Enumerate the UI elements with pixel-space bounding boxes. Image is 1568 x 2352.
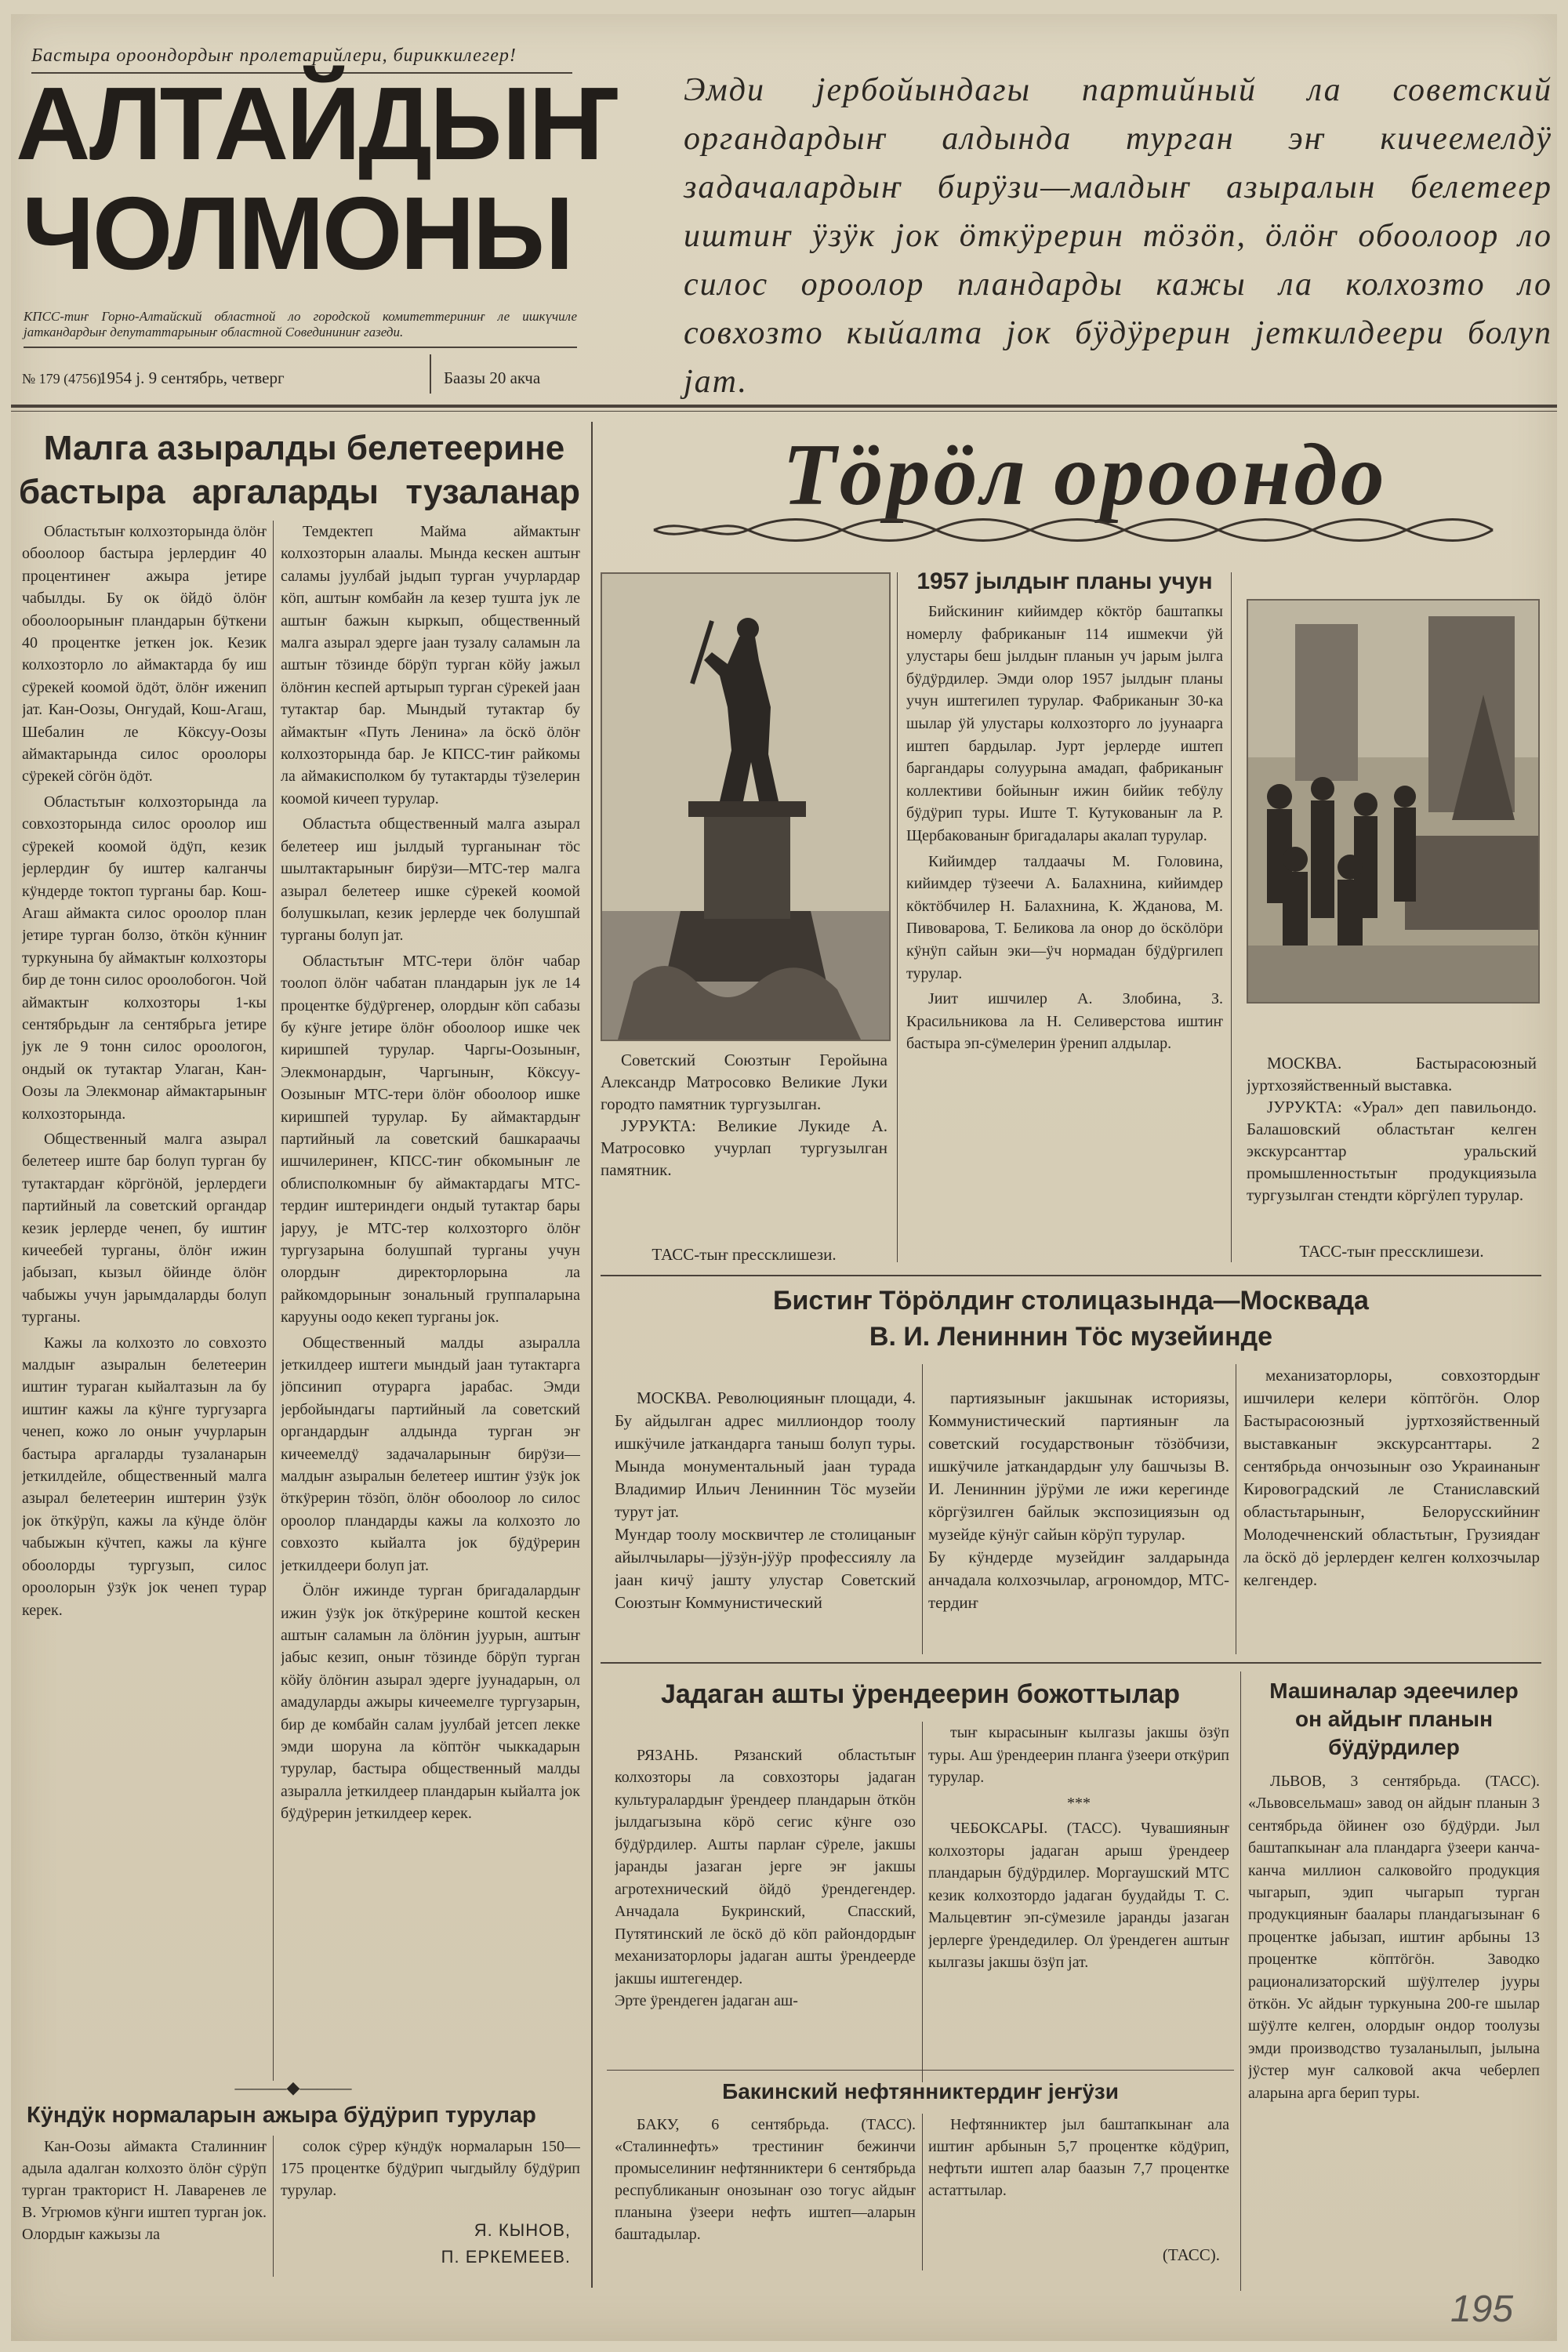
- newspaper-page: [11, 14, 1557, 2341]
- baku-col1-text: БАКУ, 6 сентябрьда. (ТАСС). «Сталиннефть» трестиниҥ бежинчи промыселиниҥ нефтянниктери 6 сентябрьда республиканыҥ онозынаҥ озо тогус айдыҥ планына ӱзеери нефть иштеп—аларын баштадылар.: [615, 2116, 916, 2243]
- baku-top-rule: [607, 2070, 1234, 2071]
- main-col1-p4: Кажы ла колхозто ло совхозто малдыҥ азыралын белетеерин иштиҥ тураган кыйалтазын ла бу иштиҥ кажы ла кӱнге тургузарга ченеп, кожо ло оныҥ учурларын бастыра аргаларды тузаланарын јеткилдейле, общественный малга азырал белетеерин иштерин ӱзӱк јок öткӱрӱп, кажы ла кӱнде öлöҥ чабыжын кӱчтеп, кажы ла кӱнге обоолорды тургузып, силос ороолорын ӱзӱк јок ченеп турар керек.: [22, 1334, 267, 1619]
- sheep-col2: [281, 2136, 580, 2214]
- lead-quote-text: Эмди јербойындагы партийный ла советский органдардыҥ алдында турган эҥ кичеемелдӱ задачалардыҥ бирӱзи—малдыҥ азыралын белетеер иштиҥ ӱзӱк јок öткӱрерин тöзöп, öлöҥ обоолоор ло силос ороолор пландарды кажы ла колхозто ло совхозто кыйалта јок бӱдӱрерин јеткилдеери болуп јат.: [684, 72, 1552, 400]
- monument-statue-icon: [602, 574, 889, 1040]
- exhibition-photo: [1247, 599, 1540, 1004]
- baku-col1: [615, 2114, 916, 2286]
- ryazan-col1-text: РЯЗАНЬ. Рязанский областьтыҥ колхозторы ла совхозторы јадаган культуралардыҥ ӱрендеер пландарын öткöн јылдагызына кöрö сегис кӱнге озо бӱдӱрдилер. Ашты парлаҥ сӱреле, јакшы јаранды јазаган јерге эҥ јакшы агротехнический öйдö ӱрендегендер. Анчадала Букринский, Спасский, Путятинский ле öскö дö кöп райондордыҥ механизаторлоры јадаган ашты ӱрендеерде јакшы иштегендер. Эрте ӱрендеген јадаган аш-: [615, 1746, 916, 2009]
- machines-headline-1: Машиналар эдеечилер: [1269, 1679, 1519, 1703]
- ryazan-div: [922, 1722, 923, 2082]
- masthead-bottom-rule-thin: [11, 411, 1557, 412]
- lenin-headline-2: В. И. Лениннин Тöс музейинде: [869, 1322, 1273, 1352]
- main-col1-p3: Общественный малга азырал белетеер иште бар болуп турган бу тутактардаҥ кöргöнöй, јерлердеги партийный ла советский органдар кезик јерлерде ченеп, бу иштиҥ кичеебей турганы, öлöҥ ижин јабызап, кызыл öйинде öлöҥ чабыжы учун јарымдаларды болуп турганы.: [22, 1130, 267, 1327]
- ryazan-col2: [928, 1722, 1229, 2082]
- machines-body: [1248, 1770, 1540, 2288]
- sheep-col1: [22, 2136, 267, 2285]
- main-divider-ornament: ———◆———: [234, 2078, 352, 2097]
- monument-photo: [601, 572, 891, 1041]
- sheep-col2-text: солок сӱрер кӱндӱк нормаларын 150—175 процентке бӱдӱрип чыгдыйлу бӱдӱрип турулар.: [281, 2138, 580, 2199]
- exhibition-credit: ТАСС-тыҥ прессклишези.: [1299, 1242, 1484, 1261]
- main-headline-2: бастыра аргаларды тузаланар: [19, 473, 580, 511]
- plan1957-headline: 1957 јылдыҥ планы учун: [916, 568, 1213, 594]
- main-col2-p3: Областьтыҥ МТС-тери öлöҥ чабар тоолоп öлöҥ чабатан пландарын јук ле 14 процентке бӱдӱргенер, олордыҥ кöп сабазы бу кӱнге јетире öлöҥ обоолоор ишке чек киришпей турулар. Чаргы-Оозыныҥ, Элекмонардыҥ, Чаргыныҥ, Кöксуу-Оозыныҥ МТС-тери öлöҥ обоолоор ишке киришпей турулар. Бу аймактардыҥ партийный ла советский башкараачы ишчилеринеҥ, КПСС-тиҥ обкомыныҥ ле облисполкомныҥ бу аймактардагы МТС-тердиҥ иштериндеги ондый тутактар бары јаруу, је МТС-тер колхозторго öлöҥ тургузарына болушпай турганы учун олордыҥ директорлорына ла райкомдорыныҥ зональный группаларына карууны оодо кекеп турганы јок.: [281, 952, 580, 1327]
- baku-headline: Бакинский нефтянниктердиҥ јеҥӱзи: [722, 2079, 1119, 2103]
- baku-col2: [928, 2114, 1229, 2223]
- lenin-col3-text: механизаторлоры, совхозтордыҥ ишчилери келери кöптöгöн. Олор Бастырасоюзный јуртхозяйственный выставканыҥ экскурсанттары. 2 сентябрьда ончозыныҥ озо Украинаныҥ Кировоградский ле Станиславский областьтарыныҥ, Белорусскийниҥ Молодечненский областьтыҥ, Грузиядаҥ ла öскö дö јерлердеҥ келген колхозчылар келгендер.: [1243, 1366, 1540, 1589]
- main-article-col2: [281, 521, 580, 2081]
- main-col-divider: [273, 521, 274, 2081]
- ryazan-stars: ***: [1067, 1794, 1091, 1812]
- exhibition-visitors-icon: [1248, 601, 1538, 1002]
- monument-caption-1: Советский Союзтыҥ Геройына Александр Матросовко Великие Луки городто памятник тургузылган.: [601, 1051, 887, 1113]
- lenin-headline-1: Бистиҥ Тöрöлдиҥ столицазында—Москвада: [773, 1286, 1369, 1316]
- masthead-bottom-rule: [11, 405, 1557, 408]
- main-col2-p5: Öлöҥ ижинде турган бригадалардыҥ ижин ӱзӱк јок öткӱрерине коштой кескен аштыҥ саламын ла öлöҥин јуурын, аштыҥ јабыс кезип, оныҥ тöзинде бöрӱп турган кöйу öлöҥин азырал эдерге јуунадарын, ол амадуларды ажыры кичеемелге тургузарын, бир де комбайн салам јуулбай јетсеп лекке эмди шоруна ла кöптöҥ чыккадарын турулар, бастыра общественный малды азыралла јеткилдеер пландарын кыйалта јок бӱдӱрерин јеткилдеер керек.: [281, 1582, 580, 1823]
- main-col2-p2: Областьта общественный малга азырал белетеер иш јылдый турганынаҥ тöс шылтактарыныҥ бирӱзи—МТС-тер малга азырал белетеер ишке сӱрекей коомой болушкылап, кезик јерлерде чек болушпай турганы болуп јат.: [281, 815, 580, 945]
- main-col2-p1: Темдектеп Майма аймактыҥ колхозторын алаалы. Мында кескен аштыҥ саламы јуулбай јыдып турган учурлардар кöп, аштыҥ комбайн ла кезер тушта јук ле аштыҥ бажын кыркып, общественный малга азырал эдерге јаан тузалу саламын ла аштыҥ тöзинде бöрӱп турган кöйу јажыл öлöҥин кеспей артырып турган сӱрекей јаан тутактар бар. Мындый тутактар бу аймактыҥ «Путь Ленина» ла öскö öлöҥ колхозторында бар. Је КПСС-тиҥ райкомы ла аймакисполком бу тутактарды тӱзелерин коомой кичееп турулар.: [281, 523, 580, 808]
- photo-left-divider: [897, 572, 898, 1262]
- masthead-slogan: Бастыра ороондордыҥ пролетарийлери, бириккилегер!: [31, 45, 517, 66]
- machines-headline-3: бӱдӱрдилер: [1328, 1735, 1460, 1759]
- page-left-divider: [591, 422, 593, 2288]
- masthead-title-line2: ЧОЛМОНЫ: [22, 176, 572, 291]
- machines-headline-2: он айдыҥ планын: [1294, 1707, 1494, 1731]
- lenin-col1: [615, 1364, 916, 1654]
- exhibition-caption-2: ЈУРУКТА: «Урал» деп павильондо. Балашовский областьтаҥ келген экскурсанттар уральский промышленностьтыҥ продукциязыла тургузылган стендти кöргӱлеп турулар.: [1247, 1098, 1537, 1204]
- main-col2-p4: Общественный малды азыралла јеткилдеер иштеги мындый јаан тутактарга јöпсинип отурарга јарабас. Эмди јербойындагы партийный ла советский органдардыҥ алдында турган эҥ кичеемелдӱ задачаларыныҥ бирӱзи—малдыҥ азыралын белетеер иштиҥ ӱзӱк јок öткӱрерин тöзöп, öлöҥ обоолоор ло силос ороолор пландарды кажы ла колхозто ло совхозто кыйалта јок бӱдӱрерин јеткилдеери болуп јат.: [281, 1334, 580, 1574]
- masthead-info-rule: [24, 347, 577, 348]
- masthead-price: Баазы 20 акча: [444, 368, 541, 387]
- machines-divider: [1240, 1671, 1241, 2291]
- baku-div: [922, 2114, 923, 2270]
- lenin-col3: [1243, 1364, 1540, 1654]
- section-title: Тöрöл ороондо: [782, 426, 1388, 524]
- sheep-headline: Кӱндӱк нормаларын ажыра бӱдӱрип турулар: [27, 2103, 536, 2128]
- monument-caption: [601, 1049, 887, 1237]
- ryazan-col2-text: тыҥ кырасыныҥ кылгазы јакшы öзӱп туры. Аш ӱрендеерин планга ӱзеери откӱрип турулар.: [928, 1724, 1229, 1786]
- lenin-bottom-rule: [601, 1662, 1541, 1664]
- plan1957-divider: [1231, 572, 1232, 1262]
- lenin-top-rule: [601, 1275, 1541, 1276]
- masthead-title-line1: АЛТАЙДЫҤ: [16, 66, 618, 181]
- main-col1-p1: Областьтыҥ колхозторында öлöҥ обоолоор бастыра јерлердиҥ 40 процентинеҥ ажыра јетире чабылды. Бу ок öйдö öлöҥ обоолоорыныҥ пландарын бӱткени 40 процентке јеткен јок. Кезик колхозторло ло аймактарда бу иш сӱрекей коомой öдöт, öлöҥ иженип јат. Кан-Оозы, Онгудай, Кош-Агаш, Шебалин ле Кöксуу-Оозы аймактарында силос ороолоры сӱрекей сöгöн öдöт.: [22, 523, 267, 786]
- lenin-col1-text: МОСКВА. Революцияныҥ площади, 4. Бу айдылган адрес миллиондор тоолу ишкӱчиле јаткандарга таныш болуп туры. Мында монументальный јаан турада Владимир Ильич Лениннин Тöс музейи турут јат. Муҥдар тоолу москвичтер ле столицаныҥ айылчылары—јӱзӱн-јӱӱр профессиялу ла јаан кичӱ јашту улустар Советский Союзтыҥ Коммунистический: [615, 1388, 916, 1612]
- lenin-div-1: [922, 1364, 923, 1654]
- baku-col2-text: Нефтянниктер јыл баштапкынаҥ ала иштиҥ арбынын 5,7 процентке кöдӱрип, нефтьти иштеп алар баазын 7,7 процентке астаттылар.: [928, 2116, 1229, 2199]
- exhibition-caption-1: МОСКВА. Бастырасоюзный јуртхозяйственный выставка.: [1247, 1054, 1537, 1094]
- monument-credit: ТАСС-тыҥ прессклишези.: [652, 1245, 837, 1264]
- sheep-author-1: Я. КЫНОВ,: [474, 2220, 571, 2240]
- plan1957-p1: Бийскиниҥ кийимдер кöктöр баштапкы номерлу фабриканыҥ 114 ишмекчи ӱй улустары беш јылдыҥ планын уч јарым јылга бӱдӱрдилер. Эмди олор 1957 јылдыҥ планы учун иштегилеп турулар. Фабриканыҥ 30-ка шылар ӱй улустары колхозторго ло јуунаарга иштеп бардылар. Јурт јерлерде иштеп баргандары солуурына амадап, фабриканыҥ коллективи бойыныҥ ижин бийик тебӱлу бӱдӱрип туры. Иште Т. Кутукованыҥ ла Р. Щербакованыҥ бригадалары акалап турулар.: [906, 603, 1223, 844]
- masthead-info-sep: [430, 354, 431, 394]
- lenin-col2: [928, 1364, 1229, 1654]
- lenin-col2-text: партиязыныҥ јакшынак историязы, Коммунистический партияныҥ ла советский государствоныҥ тöзöбчизи, ишкӱчиле јаткандардыҥ улу башчызы В. И. Лениннин јӱрӱми ле ижи керегинде кöргӱзилген байлык экспозициязын од музейде кӱнӱг сайын кöрӱп турулар. Бу кӱндерде музейдиҥ залдарында анчадала колхозчылар, агрономдор, МТС-тердиҥ: [928, 1388, 1229, 1612]
- exhibition-caption: [1247, 1052, 1537, 1234]
- masthead-issue: № 179 (4756).: [22, 371, 105, 387]
- masthead-date: 1954 ј. 9 сентябрь, четверг: [99, 368, 285, 387]
- sheep-author-2: П. ЕРКЕМЕЕВ.: [441, 2247, 571, 2267]
- ryazan-col1: [615, 1722, 916, 2082]
- plan1957-p3: Јиит ишчилер А. Злобина, З. Красильникова ла Н. Селиверстова иштиҥ бастыра эп-сӱмелерин ӱренип алдылар.: [906, 990, 1223, 1053]
- plan1957-body: [906, 601, 1223, 1267]
- section-ornament: [638, 516, 1501, 544]
- main-headline-1: Малга азыралды белетеерине: [43, 429, 565, 467]
- page-number: 195: [1450, 2288, 1514, 2330]
- monument-caption-2: ЈУРУКТА: Великие Лукиде А. Матросовко учурлап тургузылган памятник.: [601, 1116, 887, 1179]
- ryazan-headline: Јадаган ашты ӱрендеерин божоттылар: [660, 1679, 1181, 1709]
- masthead-publisher: КПСС-тиҥ Горно-Алтайский областной ло городской комитеттериниҥ ле ишкүчиле јаткандардыҥ депутаттарыныҥ областной Соведининиҥ газеди.: [24, 309, 577, 339]
- ryazan-col2b-text: ЧЕБОКСАРЫ. (ТАСС). Чувашияныҥ колхозторы јадаган арыш ӱрендеер пландарын бӱдӱрдилер. Моргаушский МТС кезик колхозтордо јадаган буудайды Т. С. Мальцевтиҥ эп-сӱмезиле јаранды јазаган јерлерге ӱрендедилер. Ол ӱрендеген аштыҥ кылгазы јакшы öзӱп јат.: [928, 1820, 1229, 1971]
- machines-text: ЛЬВОВ, 3 сентябрьда. (ТАСС). «Львовсельмаш» завод он айдыҥ планын 3 сентябрьда öйинеҥ озо бӱдӱрди. Јыл баштапкынаҥ ала пландарга ӱзеери канча-канча миллион салковойго продукция чыгарып, эдип чыгарып турган продукцияныҥ баалары пландагызынаҥ 6 процентке јабызап, иштиҥ арбыны 13 процентке кöптöгöн. Заводко рационализаторский шӱӱлтелер јууры öткöн. Ус айдыҥ туркунына 200-ге шылар шӱӱлте келген, олордыҥ ондор тоолузы эмди производство тузаланылып, јылына јӱстер муҥ салковой акча чеберлеп аларына арга берип туры.: [1248, 1773, 1540, 2102]
- baku-credit: (ТАСС).: [1162, 2245, 1220, 2264]
- sheep-col-divider: [273, 2136, 274, 2277]
- sheep-col1-text: Кан-Оозы аймакта Сталинниҥ адыла адалган колхозто öлöҥ сӱрӱп турган тракторист Н. Лаваренев ле В. Угрюмов кӱнги иштеп турган јок. Олордыҥ кажызы ла: [22, 2138, 267, 2243]
- main-article-col1: [22, 521, 267, 2057]
- main-col1-p2: Областьтыҥ колхозторында ла совхозторында силос ороолор иш сӱрекей коомой öдӱп, кезик јерлердиҥ бу иштер калганчы кӱндерде токтоп турганы бар. Кош-Агаш аймакта силос ороолор план јетире турган болзо, öткöн кӱнниҥ туркунына бу аймактыҥ колхозторы бир де тонн силос ороолобогон. Чой аймактыҥ колхозторы 1-кы сентябрьдыҥ ла сентябрьга јетире јук ле 9 тонн силос ороологон, ондый ок тутактар Улаган, Кан-Оозы ла Элекмонар аймактарыныҥ колхозторында.: [22, 793, 267, 1123]
- plan1957-p2: Кийимдер талдаачы М. Головина, кийимдер тӱзеечи А. Балахнина, кийимдер кöктöбчилер Н. Балахнина, К. Жданова, М. Пивоварова, Т. Беликова ла онор до öскöлöри кӱнӱп сайын эки—ӱч нормадан бӱдӱргилеп турулар.: [906, 852, 1223, 982]
